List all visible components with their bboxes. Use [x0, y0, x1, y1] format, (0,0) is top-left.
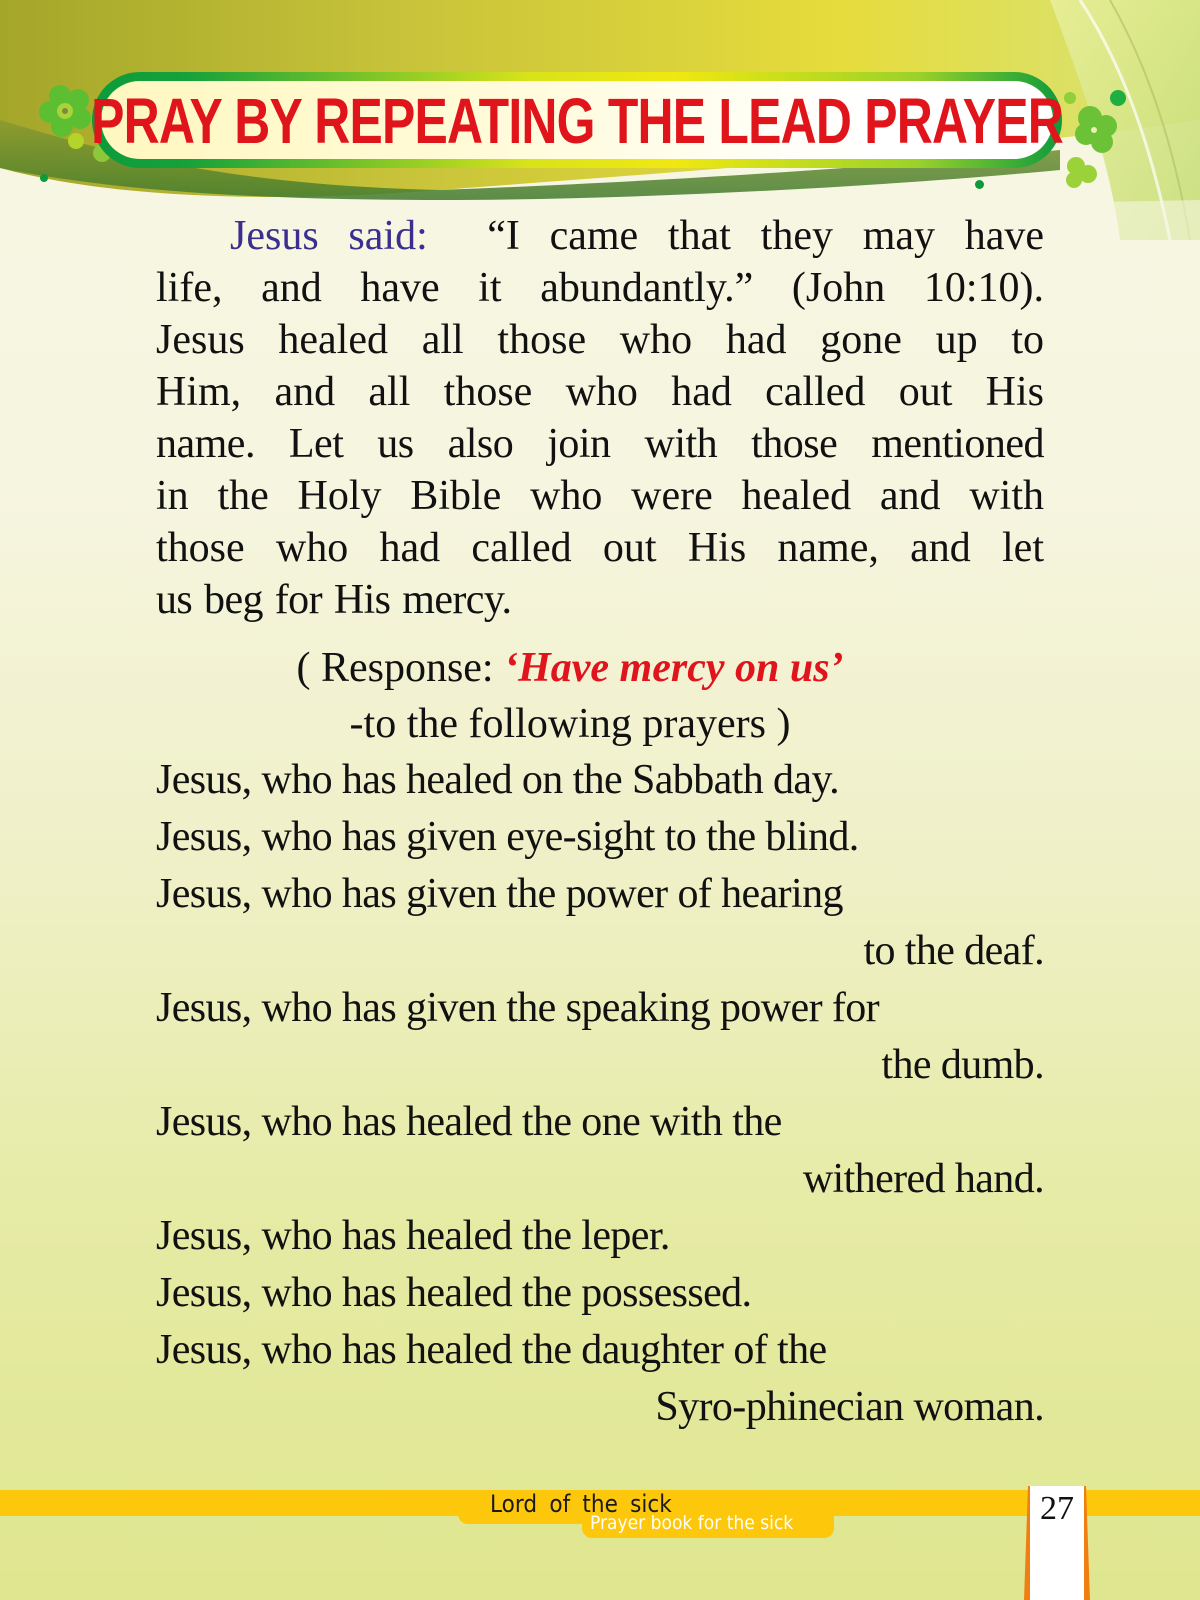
response-suffix: -to the following prayers ) [349, 701, 791, 747]
litany-item [156, 1094, 1044, 1208]
prayer-content [156, 210, 1044, 1436]
intro-line: Him, and all those who had called out His [156, 369, 1044, 415]
litany-line: Jesus, who has healed on the Sabbath day. [156, 757, 840, 803]
litany-item [156, 980, 1044, 1094]
response-text: ‘Have mercy on us’ [504, 645, 844, 691]
section-title-inner [91, 81, 1063, 159]
litany-item [156, 809, 1044, 866]
response-prefix: ( Response: [296, 645, 494, 691]
litany-item [156, 1322, 1044, 1436]
litany-item [156, 1265, 1044, 1322]
speaker-label: Jesus said: [230, 213, 428, 259]
intro-line-text: “I came that they may have [487, 213, 1045, 259]
intro-line: Jesus healed all those who had gone up to [156, 317, 1044, 363]
decorative-dot [975, 180, 984, 189]
litany-continuation: to the deaf. [863, 928, 1044, 974]
page-title: PRAY BY REPEATING THE LEAD PRAYER [91, 85, 1063, 157]
response-line [156, 640, 1044, 696]
litany-line: Jesus, who has healed the daughter of the [156, 1327, 827, 1373]
litany-item [156, 866, 1044, 980]
litany-list [156, 752, 1044, 1436]
litany-line: Jesus, who has given the speaking power for [156, 985, 880, 1031]
intro-line: name. Let us also join with those mentioned [156, 421, 1044, 467]
book-subtitle: Prayer book for the sick [590, 1512, 794, 1534]
intro-line: life, and have it abundantly.” (John 10:10). [156, 265, 1044, 311]
litany-line: Jesus, who has healed the possessed. [156, 1270, 752, 1316]
response-instruction [156, 640, 1044, 752]
page-number: 27 [1040, 1490, 1074, 1527]
litany-continuation: the dumb. [881, 1042, 1044, 1088]
litany-item [156, 752, 1044, 809]
right-flower-cluster-icon [1060, 78, 1140, 198]
intro-line [156, 210, 1044, 262]
intro-line: those who had called out His name, and let [156, 525, 1044, 571]
litany-line: Jesus, who has given eye-sight to the blind. [156, 814, 859, 860]
intro-line: in the Holy Bible who were healed and with [156, 473, 1044, 519]
litany-item [156, 1208, 1044, 1265]
litany-line: Jesus, who has given the power of hearing [156, 871, 843, 917]
section-title-banner [92, 72, 1062, 168]
intro-line: us beg for His mercy. [156, 577, 512, 623]
book-title: Lord of the sick [490, 1490, 672, 1518]
litany-line: Jesus, who has healed the leper. [156, 1213, 670, 1259]
litany-continuation: Syro-phinecian woman. [655, 1384, 1044, 1430]
intro-paragraph [156, 210, 1044, 626]
litany-continuation: withered hand. [802, 1156, 1044, 1202]
litany-line: Jesus, who has healed the one with the [156, 1099, 782, 1145]
